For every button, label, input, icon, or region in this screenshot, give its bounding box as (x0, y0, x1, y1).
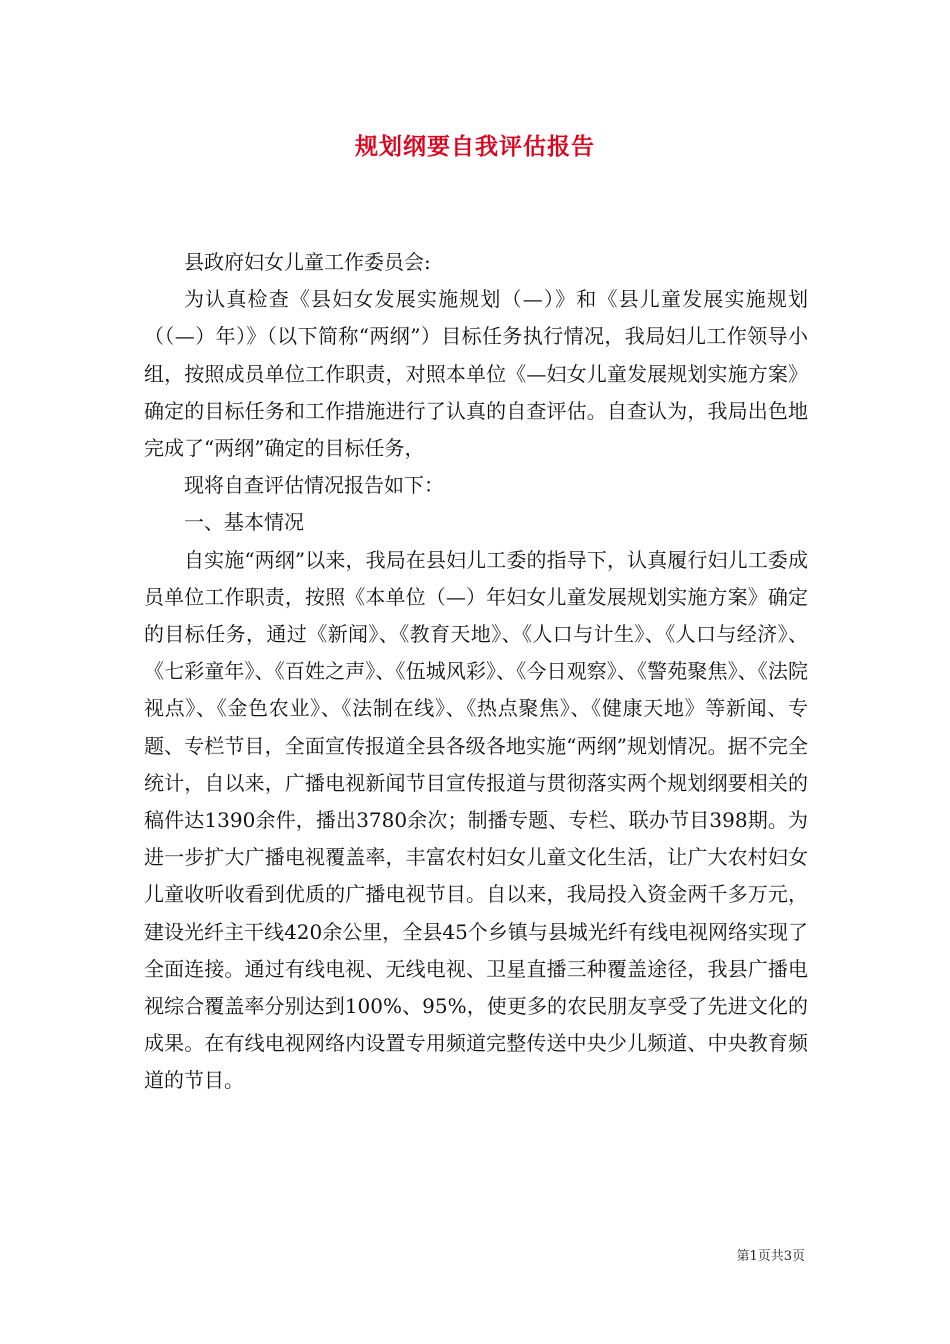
intro-paragraph: 为认真检查《县妇女发展实施规划（—）》和《县儿童发展实施规划（（—）年）》（以下简称“两纲”）目标任务执行情况，我局妇儿工作领导小组，按照成员单位工作职责，对照本单位《—妇女儿童发展规划实施方案》确定的目标任务和工作措施进行了认真的自查评估。自查认为，我局出色地完成了“两纲”确定的目标任务， (144, 287, 808, 461)
report-lead-paragraph: 现将自查评估情况报告如下： (184, 473, 444, 498)
document-body (144, 244, 808, 1100)
basic-situation-paragraph: 自实施“两纲”以来，我局在县妇儿工委的指导下，认真履行妇儿工委成员单位工作职责，按照《本单位（—）年妇女儿童发展规划实施方案》确定的目标任务，通过《新闻》、《教育天地》、《人口与计生》、《人口与经济》、《七彩童年》、《百姓之声》、《伍城风彩》、《今日观察》、《警苑聚焦》、《法院视点》、《金色农业》、《法制在线》、《热点聚焦》、《健康天地》等新闻、专题、专栏节目，全面宣传报道全县各级各地实施“两纲”规划情况。据不完全统计，自以来，广播电视新闻节目宣传报道与贯彻落实两个规划纲要相关的稿件达1390余件，播出3780余次；制播专题、专栏、联办节目398期。为进一步扩大广播电视覆盖率，丰富农村妇女儿童文化生活，让广大农村妇女儿童收听收看到优质的广播电视节目。自以来，我局投入资金两千多万元，建设光纤主干线420余公里，全县45个乡镇与县城光纤有线电视网络实现了全面连接。通过有线电视、无线电视、卫星直播三种覆盖途径，我县广播电视综合覆盖率分别达到100%、95%，使更多的农民朋友享受了先进文化的成果。在有线电视网络内设置专用频道完整传送中央少儿频道、中央教育频道的节目。 (144, 547, 808, 1093)
page-number: 第1页共3页 (736, 1249, 805, 1264)
section-heading: 一、基本情况 (184, 510, 304, 535)
document-title: 规划纲要自我评估报告 (355, 133, 595, 160)
salutation-paragraph: 县政府妇女儿童工作委员会: (184, 250, 431, 274)
